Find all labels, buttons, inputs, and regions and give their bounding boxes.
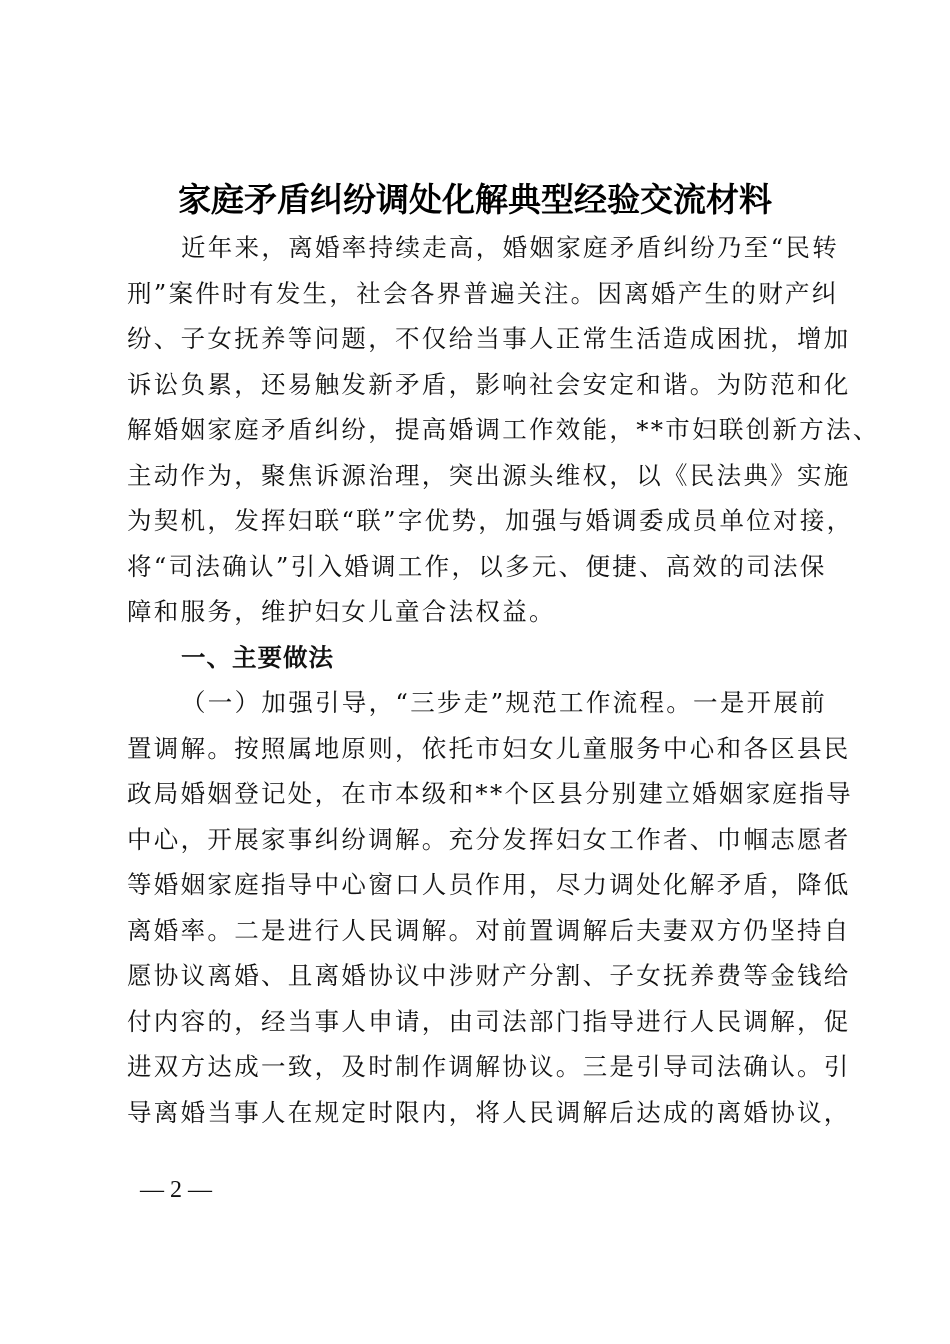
paragraph-line: 导离婚当事人在规定时限内，将人民调解后达成的离婚协议， xyxy=(127,1097,851,1127)
paragraph-line: （一）加强引导，“三步走”规范工作流程。一是开展前 xyxy=(181,688,828,717)
section-heading: 一、主要做法 xyxy=(181,642,334,672)
paragraph-line: 愿协议离婚、且离婚协议中涉财产分割、子女抚养费等金钱给 xyxy=(127,961,851,990)
paragraph-line: 近年来，离婚率持续走高，婚姻家庭矛盾纠纷乃至“民转 xyxy=(181,233,840,262)
paragraph-line: 将“司法确认”引入婚调工作，以多元、便捷、高效的司法保 xyxy=(127,551,827,581)
paragraph-line: 刑”案件时有发生，社会各界普遍关注。因离婚产生的财产纠 xyxy=(127,278,839,308)
paragraph-line: 置调解。按照属地原则，依托市妇女儿童服务中心和各区县民 xyxy=(127,733,851,763)
paragraph-line: 中心，开展家事纠纷调解。充分发挥妇女工作者、巾帼志愿者 xyxy=(127,824,851,854)
paragraph-line: 主动作为，聚焦诉源治理，突出源头维权，以《民法典》实施 xyxy=(127,460,851,490)
paragraph-line: 诉讼负累，还易触发新矛盾，影响社会安定和谐。为防范和化 xyxy=(127,369,851,399)
paragraph-line: 等婚姻家庭指导中心窗口人员作用，尽力调处化解矛盾，降低 xyxy=(127,870,851,899)
document-title: 家庭矛盾纠纷调处化解典型经验交流材料 xyxy=(178,180,772,219)
page-number: — 2 — xyxy=(140,1177,212,1203)
paragraph-line: 进双方达成一致，及时制作调解协议。三是引导司法确认。引 xyxy=(127,1052,851,1081)
paragraph-line: 政局婚姻登记处，在市本级和**个区县分别建立婚姻家庭指导 xyxy=(127,779,853,808)
paragraph-line: 纷、子女抚养等问题，不仅给当事人正常生活造成困扰，增加 xyxy=(127,324,851,353)
paragraph-line: 障和服务，维护妇女儿童合法权益。 xyxy=(127,597,556,626)
paragraph-line: 付内容的，经当事人申请，由司法部门指导进行人民调解，促 xyxy=(127,1006,851,1036)
paragraph-line: 离婚率。二是进行人民调解。对前置调解后夫妻双方仍坚持自 xyxy=(127,915,851,945)
paragraph-line: 为契机，发挥妇联“联”字优势，加强与婚调委成员单位对接， xyxy=(127,506,854,535)
paragraph-line: 解婚姻家庭矛盾纠纷，提高婚调工作效能，**市妇联创新方法、 xyxy=(127,415,880,444)
